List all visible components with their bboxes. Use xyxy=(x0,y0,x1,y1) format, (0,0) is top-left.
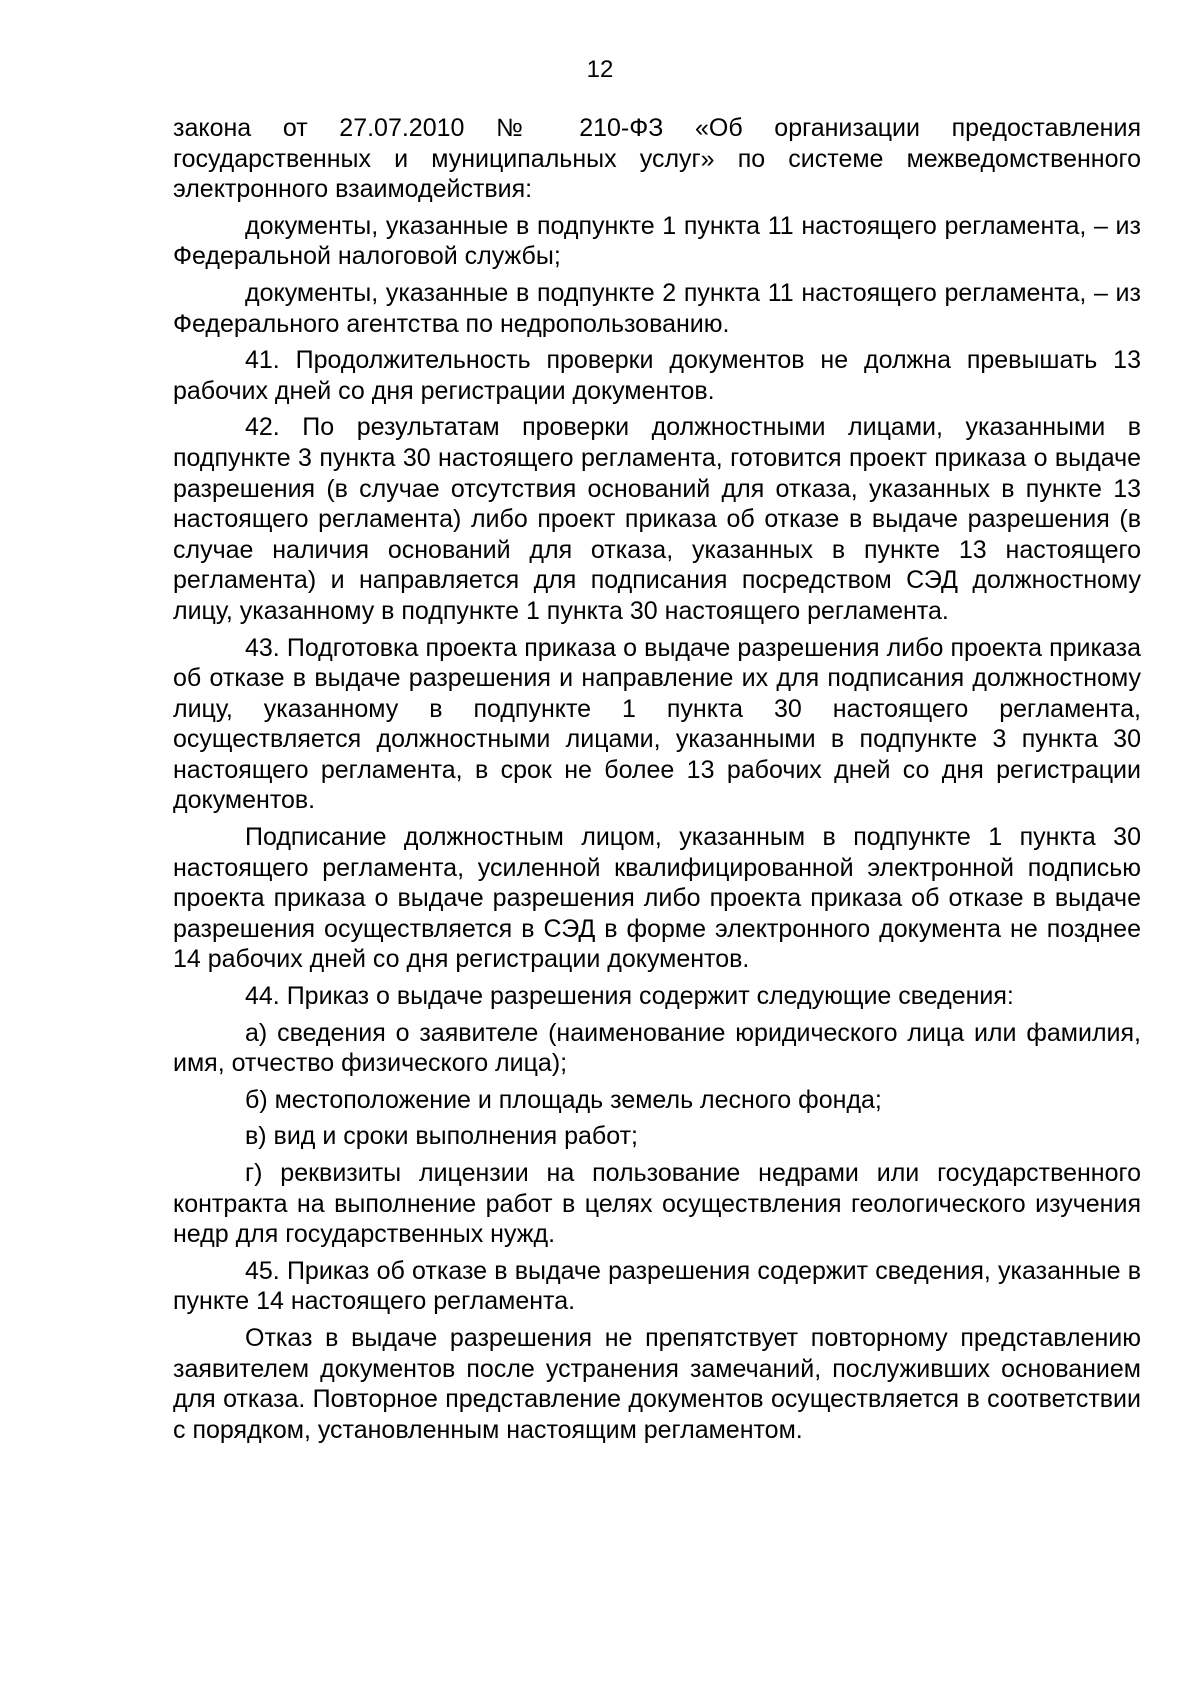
document-body xyxy=(173,113,1141,1451)
paragraph-tax-service-docs: документы, указанные в подпункте 1 пункта 11 настоящего регламента, – из Федеральной налоговой службы; xyxy=(173,211,1141,271)
paragraph-43: 43. Подготовка проекта приказа о выдаче разрешения либо проекта приказа об отказе в выдаче разрешения и направление их для подписания должностному лицу, указанному в подпункте 1 пункта 30 настоящего регламента, осуществляется должностными лицами, указанными в подпункте 3 пункта 30 настоящего регламента, в срок не более 13 рабочих дней со дня регистрации документов. xyxy=(173,633,1141,815)
paragraph-refusal-resubmission: Отказ в выдаче разрешения не препятствует повторному представлению заявителем документов после устранения замечаний, послуживших основанием для отказа. Повторное представление документов осуществляется в соответствии с порядком, установленным настоящим регламентом. xyxy=(173,1323,1141,1444)
paragraph-42: 42. По результатам проверки должностными лицами, указанными в подпункте 3 пункта 30 настоящего регламента, готовится проект приказа о выдаче разрешения (в случае отсутствия оснований для отказа, указанных в пункте 13 настоящего регламента) либо проект приказа об отказе в выдаче разрешения (в случае наличия оснований для отказа, указанных в пункте 13 настоящего регламента) и направляется для подписания посредством СЭД должностному лицу, указанному в подпункте 1 пункта 30 настоящего регламента. xyxy=(173,413,1141,625)
paragraph-signing: Подписание должностным лицом, указанным в подпункте 1 пункта 30 настоящего регламента, усиленной квалифицированной электронной подписью проекта приказа о выдаче разрешения либо проекта приказа об отказе в выдаче разрешения осуществляется в СЭД в форме электронного документа не позднее 14 рабочих дней со дня регистрации документов. xyxy=(173,823,1141,974)
paragraph-law-reference: закона от 27.07.2010 № 210-ФЗ «Об организации предоставления государственных и муниципальных услуг» по системе межведомственного электронного взаимодействия: xyxy=(173,114,1141,204)
paragraph-44: 44. Приказ о выдаче разрешения содержит следующие сведения: xyxy=(245,982,1014,1011)
paragraph-44-v: в) вид и сроки выполнения работ; xyxy=(245,1122,638,1151)
paragraph-44-b: б) местоположение и площадь земель лесного фонда; xyxy=(245,1085,882,1114)
paragraph-subsoil-agency-docs: документы, указанные в подпункте 2 пункта 11 настоящего регламента, – из Федерального агентства по недропользованию. xyxy=(173,278,1141,338)
paragraph-41: 41. Продолжительность проверки документов не должна превышать 13 рабочих дней со дня регистрации документов. xyxy=(173,346,1141,405)
paragraph-45: 45. Приказ об отказе в выдаче разрешения содержит сведения, указанные в пункте 14 настоящего регламента. xyxy=(173,1256,1141,1316)
paragraph-44-a: а) сведения о заявителе (наименование юридического лица или фамилия, имя, отчество физического лица); xyxy=(173,1018,1141,1078)
paragraph-44-g: г) реквизиты лицензии на пользование недрами или государственного контракта на выполнение работ в целях осуществления геологического изучения недр для государственных нужд. xyxy=(173,1159,1141,1249)
page-number: 12 xyxy=(586,56,614,83)
